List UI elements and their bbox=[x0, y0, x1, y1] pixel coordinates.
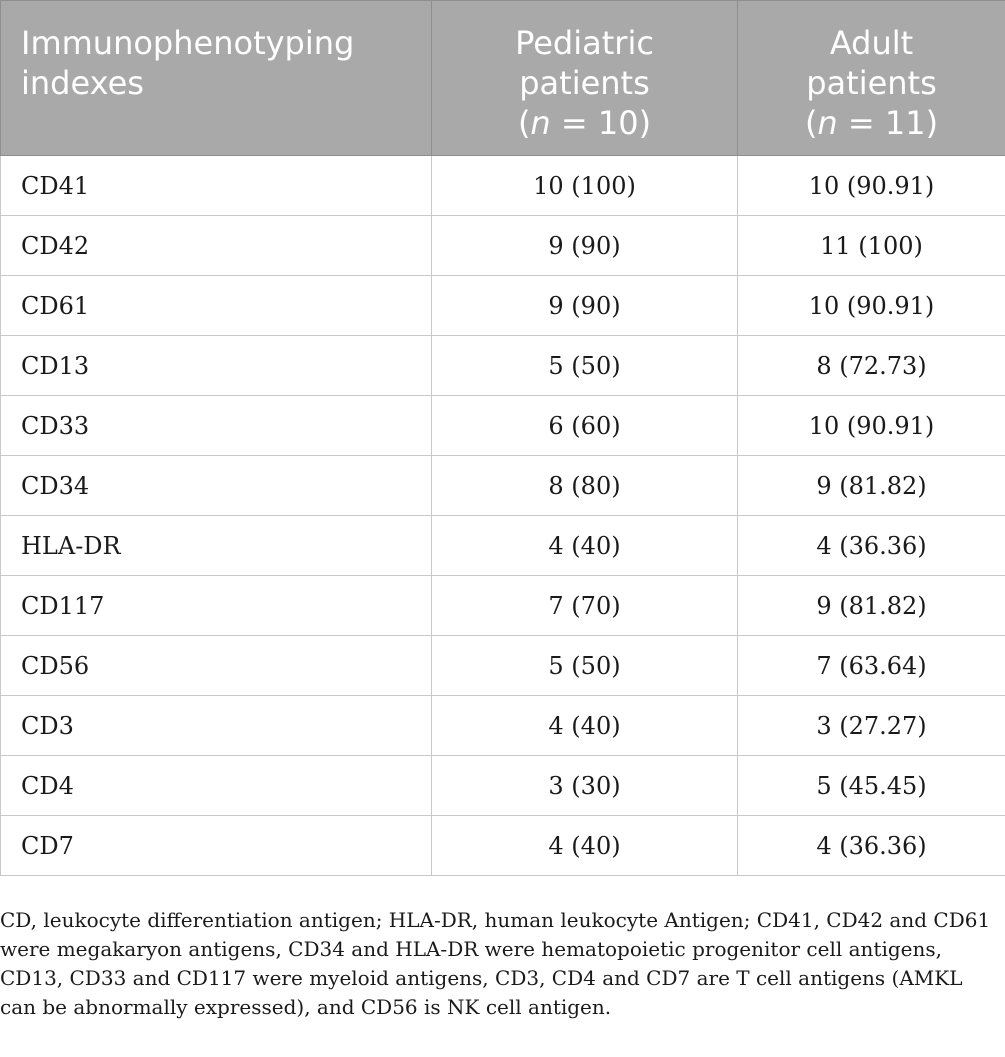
table-row bbox=[1, 156, 1005, 216]
table-row bbox=[1, 516, 1005, 576]
table-header bbox=[1, 1, 1005, 156]
header-pediatric-n-rest: = 10) bbox=[550, 104, 652, 142]
pediatric-value: 4 (40) bbox=[432, 816, 738, 876]
table-row bbox=[1, 816, 1005, 876]
index-name: CD33 bbox=[1, 396, 432, 456]
pediatric-value: 4 (40) bbox=[432, 516, 738, 576]
index-name: CD4 bbox=[1, 756, 432, 816]
index-name: CD34 bbox=[1, 456, 432, 516]
header-pediatric-line1: Pediatric bbox=[515, 24, 654, 62]
header-adult bbox=[738, 1, 1005, 156]
table-row bbox=[1, 396, 1005, 456]
header-row bbox=[1, 1, 1005, 156]
table-row bbox=[1, 636, 1005, 696]
adult-value: 4 (36.36) bbox=[738, 516, 1005, 576]
index-name: HLA-DR bbox=[1, 516, 432, 576]
header-pediatric-n-open: ( bbox=[517, 104, 531, 142]
pediatric-value: 5 (50) bbox=[432, 636, 738, 696]
header-adult-n-open: ( bbox=[804, 104, 818, 142]
table-row bbox=[1, 696, 1005, 756]
table-row bbox=[1, 216, 1005, 276]
table-footnote: CD, leukocyte differentiation antigen; HLA-DR, human leukocyte Antigen; CD41, CD42 and CD61 were megakaryon antigens, CD34 and HLA-DR were hematopoietic progenitor cell antigens, CD13, CD33 and CD117 were myeloid antigens, CD3, CD4 and CD7 are T cell antigens (AMKL can be abnormally expressed), and CD56 is NK cell antigen. bbox=[0, 908, 991, 1019]
index-name: CD13 bbox=[1, 336, 432, 396]
header-adult-line2: patients bbox=[806, 64, 937, 102]
header-adult-line1: Adult bbox=[829, 24, 914, 62]
index-name: CD56 bbox=[1, 636, 432, 696]
table-row bbox=[1, 756, 1005, 816]
table-row bbox=[1, 276, 1005, 336]
adult-value: 10 (90.91) bbox=[738, 156, 1005, 216]
adult-value: 5 (45.45) bbox=[738, 756, 1005, 816]
header-indexes bbox=[1, 1, 432, 156]
pediatric-value: 7 (70) bbox=[432, 576, 738, 636]
header-pediatric-line2: patients bbox=[519, 64, 650, 102]
adult-value: 4 (36.36) bbox=[738, 816, 1005, 876]
table-row bbox=[1, 456, 1005, 516]
header-pediatric-n bbox=[432, 103, 737, 143]
index-name: CD7 bbox=[1, 816, 432, 876]
header-adult-n bbox=[738, 103, 1005, 143]
adult-value: 8 (72.73) bbox=[738, 336, 1005, 396]
pediatric-value: 4 (40) bbox=[432, 696, 738, 756]
header-indexes-line1: Immunophenotyping bbox=[21, 24, 355, 62]
table-row bbox=[1, 336, 1005, 396]
header-adult-n-var: n bbox=[817, 104, 838, 142]
adult-value: 9 (81.82) bbox=[738, 576, 1005, 636]
header-pediatric-n-var: n bbox=[530, 104, 551, 142]
adult-value: 10 (90.91) bbox=[738, 276, 1005, 336]
header-indexes-line2: indexes bbox=[21, 64, 144, 102]
index-name: CD117 bbox=[1, 576, 432, 636]
pediatric-value: 9 (90) bbox=[432, 216, 738, 276]
pediatric-value: 5 (50) bbox=[432, 336, 738, 396]
pediatric-value: 3 (30) bbox=[432, 756, 738, 816]
index-name: CD3 bbox=[1, 696, 432, 756]
adult-value: 9 (81.82) bbox=[738, 456, 1005, 516]
pediatric-value: 9 (90) bbox=[432, 276, 738, 336]
index-name: CD61 bbox=[1, 276, 432, 336]
index-name: CD41 bbox=[1, 156, 432, 216]
table-row bbox=[1, 576, 1005, 636]
pediatric-value: 10 (100) bbox=[432, 156, 738, 216]
adult-value: 7 (63.64) bbox=[738, 636, 1005, 696]
adult-value: 10 (90.91) bbox=[738, 396, 1005, 456]
header-adult-n-rest: = 11) bbox=[837, 104, 939, 142]
index-name: CD42 bbox=[1, 216, 432, 276]
pediatric-value: 8 (80) bbox=[432, 456, 738, 516]
adult-value: 3 (27.27) bbox=[738, 696, 1005, 756]
adult-value: 11 (100) bbox=[738, 216, 1005, 276]
table-body bbox=[1, 156, 1005, 876]
header-pediatric bbox=[432, 1, 738, 156]
pediatric-value: 6 (60) bbox=[432, 396, 738, 456]
